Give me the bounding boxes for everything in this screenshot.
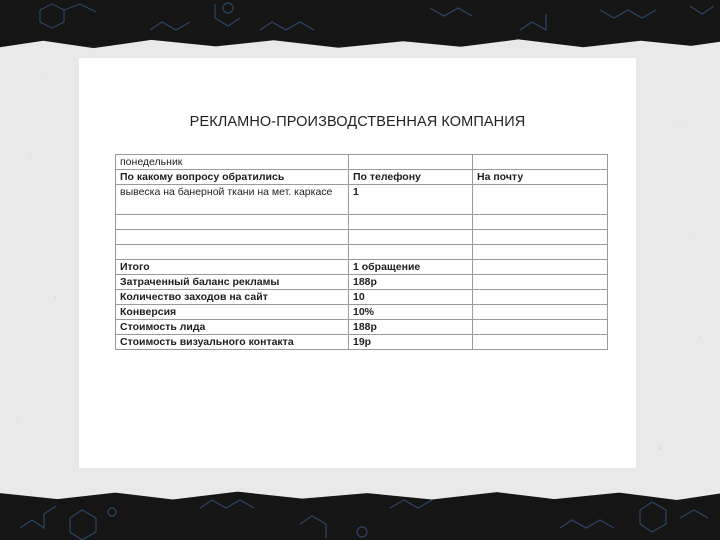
empty-cell — [473, 290, 608, 305]
empty-cell — [473, 215, 608, 230]
empty-cell — [473, 155, 608, 170]
table-row — [116, 245, 608, 260]
summary-row — [116, 275, 608, 290]
table-row — [116, 155, 608, 170]
table-row — [116, 215, 608, 230]
empty-cell — [473, 185, 608, 215]
summary-row — [116, 290, 608, 305]
summary-row — [116, 305, 608, 320]
document-title: РЕКЛАМНО-ПРОИЗВОДСТВЕННАЯ КОМПАНИЯ — [189, 114, 526, 130]
empty-cell — [116, 230, 349, 245]
summary-value: 19р — [349, 335, 473, 350]
table-row — [116, 230, 608, 245]
summary-label: Стоимость визуального контакта — [116, 335, 349, 350]
summary-value: 10% — [349, 305, 473, 320]
empty-cell — [116, 245, 349, 260]
day-cell: понедельник — [116, 155, 349, 170]
summary-label: Стоимость лида — [116, 320, 349, 335]
empty-cell — [473, 335, 608, 350]
summary-label: Конверсия — [116, 305, 349, 320]
empty-cell — [349, 215, 473, 230]
request-phone-count: 1 — [349, 185, 473, 215]
document-slide — [79, 58, 636, 468]
empty-cell — [473, 260, 608, 275]
empty-cell — [349, 245, 473, 260]
empty-cell — [349, 155, 473, 170]
header-question: По какому вопросу обратились — [116, 170, 349, 185]
summary-label: Затраченный баланс рекламы — [116, 275, 349, 290]
empty-cell — [116, 215, 349, 230]
table-header-row — [116, 170, 608, 185]
summary-label: Итого — [116, 260, 349, 275]
empty-cell — [473, 245, 608, 260]
header-phone: По телефону — [349, 170, 473, 185]
report-table — [115, 154, 608, 350]
summary-value: 188р — [349, 275, 473, 290]
empty-cell — [473, 320, 608, 335]
summary-row — [116, 335, 608, 350]
summary-value: 10 — [349, 290, 473, 305]
summary-value: 1 обращение — [349, 260, 473, 275]
top-decorative-band — [0, 0, 720, 46]
bottom-decorative-band — [0, 488, 720, 540]
summary-row — [116, 320, 608, 335]
summary-row — [116, 260, 608, 275]
empty-cell — [473, 275, 608, 290]
empty-cell — [349, 230, 473, 245]
request-text: вывеска на банерной ткани на мет. каркасе — [116, 185, 349, 215]
molecule-pattern-bottom — [0, 488, 720, 540]
summary-value: 188р — [349, 320, 473, 335]
empty-cell — [473, 230, 608, 245]
table-row — [116, 185, 608, 215]
molecule-pattern-top — [0, 0, 720, 46]
empty-cell — [473, 305, 608, 320]
summary-label: Количество заходов на сайт — [116, 290, 349, 305]
header-mail: На почту — [473, 170, 608, 185]
